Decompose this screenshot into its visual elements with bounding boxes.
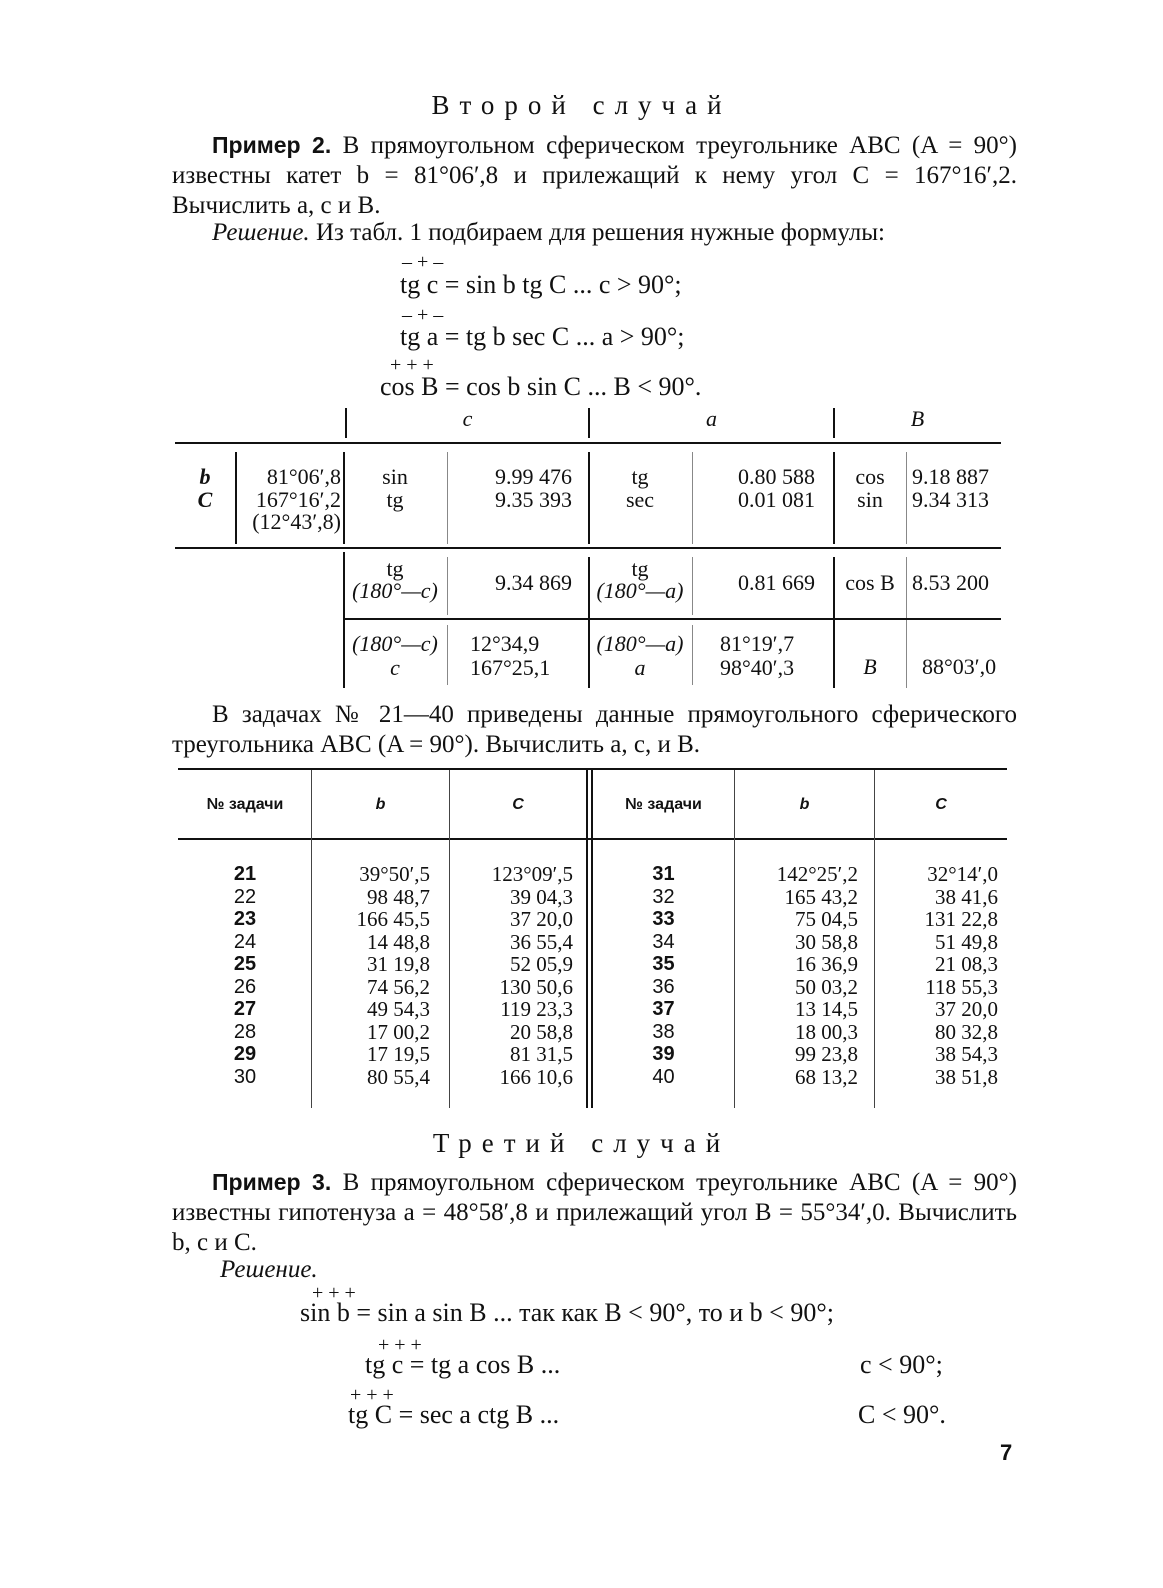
func-name: tg — [386, 556, 404, 581]
task-number: 30 — [233, 1065, 257, 1088]
header-task-number: № задачи — [206, 796, 284, 813]
task-b-value: 18 00,3 — [795, 1019, 858, 1044]
task-b-value: 98 48,7 — [367, 884, 430, 909]
task-number: 25 — [233, 953, 257, 975]
divider — [311, 770, 312, 1108]
task-b-value: 30 58,8 — [795, 929, 858, 954]
task-b-value: 49 54,3 — [367, 997, 430, 1021]
task-C-value: 118 55,3 — [925, 974, 998, 999]
log-value: 8.53 200 — [912, 570, 989, 595]
log-value: 0.81 669 — [738, 570, 815, 595]
task-C-value: 51 49,8 — [935, 929, 998, 954]
example-3-label: Пример 3. — [212, 1169, 332, 1195]
task-C-value: 32°14′,0 — [927, 862, 998, 886]
a-angles — [720, 632, 830, 680]
divider — [692, 625, 693, 685]
solution-2-paragraph — [172, 218, 1017, 248]
log-value: 9.35 393 — [495, 486, 572, 512]
task-b-value: 16 36,9 — [795, 952, 858, 976]
example-2-paragraph — [172, 130, 1017, 221]
c-values — [450, 466, 572, 511]
example-3-paragraph — [172, 1167, 1017, 1258]
task-C-right — [880, 863, 998, 1088]
task-b-value: 142°25′,2 — [776, 862, 858, 886]
divider — [175, 442, 1001, 444]
task-number: 39 — [652, 1043, 675, 1065]
example-2-label: Пример 2. — [212, 132, 332, 158]
example-2-text: В прямоугольном сферическом треугольнике ABC (A = 90°) известны катет b = 81°06′,8 и прилежащий к нему угол C = 167°16′,2. Вычислить a, c и B. — [172, 132, 1018, 219]
task-number: 24 — [233, 930, 257, 953]
header-task-number: № задачи — [625, 796, 702, 813]
arg-value: 167°16′,2 — [255, 486, 341, 512]
log-value: 0.01 081 — [738, 486, 815, 512]
a-func-reduced — [590, 558, 690, 602]
formula-line: tg a = tg b sec C ... a > 90°; — [400, 322, 685, 351]
angle-value: 167°25,1 — [470, 655, 551, 680]
func-arg: (180°—a) — [596, 578, 684, 603]
c-angles — [470, 632, 580, 680]
divider — [447, 557, 448, 615]
task-C-value: 81 31,5 — [510, 1042, 573, 1066]
task-number: 21 — [233, 863, 257, 885]
task-number: 22 — [233, 885, 257, 908]
task-number: 27 — [233, 998, 257, 1020]
arg-name-C: C — [197, 486, 213, 512]
c-angle-labels — [345, 632, 445, 680]
formula-signs: + + + — [378, 1334, 422, 1356]
task-b-value: 13 14,5 — [795, 997, 858, 1021]
divider — [906, 452, 907, 544]
page-number: 7 — [1000, 1440, 1013, 1465]
task-C-value: 20 58,8 — [510, 1019, 573, 1044]
angle-label: B — [863, 654, 877, 679]
task-number: 26 — [233, 975, 257, 998]
divider — [175, 547, 1001, 549]
task-b-value: 75 04,5 — [795, 907, 858, 931]
task-number: 38 — [652, 1020, 675, 1043]
tasks-intro — [172, 700, 1017, 760]
task-number: 36 — [652, 975, 675, 998]
task-b-value: 17 00,2 — [367, 1019, 430, 1044]
solution-3-paragraph — [172, 1255, 1017, 1285]
formula-line: tg C = sec a ctg B ... — [348, 1400, 560, 1429]
task-C-value: 38 51,8 — [935, 1064, 998, 1089]
c-funcs — [345, 466, 445, 511]
task-number: 32 — [652, 885, 675, 908]
arg-value: 81°06′,8 — [266, 464, 341, 489]
formula-line: tg c = sin b tg C ... c > 90°; — [400, 270, 682, 299]
task-number: 40 — [652, 1065, 675, 1088]
log-value: 9.18 887 — [912, 464, 989, 489]
divider — [874, 770, 875, 1108]
task-number: 34 — [652, 930, 675, 953]
task-numbers-right — [593, 863, 734, 1088]
task-number: 28 — [233, 1020, 257, 1043]
divider — [734, 770, 735, 1108]
formula-signs: + + + — [312, 1282, 356, 1304]
angle-label: (180°—a) — [596, 631, 684, 656]
a-funcs — [590, 466, 690, 511]
func-name: sin — [382, 464, 408, 489]
divider — [345, 618, 1001, 620]
angle-label: c — [390, 655, 400, 680]
task-b-value: 165 43,2 — [784, 884, 858, 909]
divider — [692, 452, 693, 544]
formula-signs: – + – — [402, 304, 444, 326]
section-heading-second-case: Второй случай — [431, 90, 732, 120]
header-b: b — [799, 796, 810, 813]
task-b-value: 31 19,8 — [367, 952, 430, 976]
formula-line: sin b = sin a sin B ... так как B < 90°, то и b < 90°; — [300, 1298, 834, 1327]
calc-header-B: B — [910, 406, 925, 431]
task-number: 29 — [233, 1043, 257, 1065]
func-name: tg — [631, 464, 649, 489]
formula-condition: c < 90°; — [860, 1350, 943, 1379]
a-values — [695, 466, 815, 511]
header-b: b — [375, 796, 386, 813]
log-value: 0.80 588 — [738, 464, 815, 489]
a-angle-labels — [590, 632, 690, 680]
angle-value: 81°19′,7 — [720, 631, 795, 656]
task-b-value: 99 23,8 — [795, 1042, 858, 1066]
task-b-right — [740, 863, 858, 1088]
func-arg: (180°—c) — [352, 578, 438, 603]
log-value: 9.34 869 — [495, 570, 572, 595]
formula-signs: – + – — [402, 251, 444, 273]
formula-line: cos B = cos b sin C ... B < 90°. — [380, 372, 702, 401]
example-3-text: В прямоугольном сферическом треугольнике ABC (A = 90°) известны гипотенуза a = 48°58′,8 и прилежащий угол B = 55°34′,0. Вычислить b, c и C. — [172, 1169, 1018, 1256]
task-C-value: 37 20,0 — [510, 907, 573, 931]
func-name: tg — [386, 486, 404, 512]
task-b-left — [320, 863, 430, 1088]
divider — [235, 452, 237, 544]
header-C: C — [935, 796, 947, 813]
func-name: sec — [625, 486, 655, 512]
task-C-value: 119 23,3 — [500, 997, 573, 1021]
task-C-value: 38 41,6 — [935, 884, 998, 909]
task-C-value: 166 10,6 — [499, 1064, 573, 1089]
formula-condition: C < 90°. — [858, 1400, 946, 1429]
task-b-value: 166 45,5 — [356, 907, 430, 931]
task-number: 23 — [233, 908, 257, 930]
arg-values — [238, 466, 341, 534]
task-number: 31 — [652, 863, 675, 885]
func-name: cos B — [845, 570, 895, 595]
task-C-value: 38 54,3 — [935, 1042, 998, 1066]
arg-names — [180, 466, 230, 511]
task-number: 33 — [652, 908, 675, 930]
angle-value: 98°40′,3 — [720, 655, 795, 680]
formula-line: tg c = tg a cos B ... — [365, 1350, 561, 1379]
B-funcs — [835, 466, 905, 511]
task-b-value: 80 55,4 — [367, 1064, 430, 1089]
arg-name-b: b — [199, 464, 211, 489]
tasks-intro-text: В задачах № 21—40 приведены данные прямоугольного сферического треугольника ABC (A = 90°). Вычислить a, c, и B. — [172, 701, 1017, 758]
log-value: 9.34 313 — [912, 486, 989, 512]
task-b-value: 74 56,2 — [367, 974, 430, 999]
func-name: sin — [857, 486, 883, 512]
task-C-value: 130 50,6 — [499, 974, 573, 999]
header-C: C — [512, 796, 524, 813]
task-C-value: 36 55,4 — [510, 929, 573, 954]
angle-value: 88°03′,0 — [922, 654, 997, 679]
task-b-value: 14 48,8 — [367, 929, 430, 954]
arg-value: (12°43′,8) — [252, 509, 341, 534]
task-C-value: 37 20,0 — [935, 997, 998, 1021]
func-name: cos — [855, 464, 885, 489]
divider — [447, 625, 448, 685]
calc-header-c: c — [462, 406, 473, 431]
task-b-value: 68 13,2 — [795, 1064, 858, 1089]
angle-label: (180°—c) — [352, 631, 438, 656]
task-number: 37 — [652, 998, 675, 1020]
task-b-value: 39°50′,5 — [359, 862, 430, 886]
task-C-left — [455, 863, 573, 1088]
log-value: 9.99 476 — [495, 464, 572, 489]
task-numbers-left — [180, 863, 310, 1088]
angle-value: 12°34,9 — [470, 631, 540, 656]
calc-header-a: a — [706, 406, 717, 431]
task-C-value: 39 04,3 — [510, 884, 573, 909]
formula-signs: + + + — [350, 1384, 394, 1406]
solution-2-label: Решение. — [212, 219, 310, 246]
divider — [692, 557, 693, 615]
solution-2-text: Из табл. 1 подбираем для решения нужные формулы: — [315, 219, 886, 246]
divider — [586, 770, 588, 1108]
task-C-value: 131 22,8 — [924, 907, 998, 931]
task-C-value: 52 05,9 — [510, 952, 573, 976]
divider — [447, 452, 448, 544]
task-number: 35 — [652, 953, 675, 975]
divider — [906, 557, 907, 688]
func-name: tg — [631, 556, 649, 581]
formula-signs: + + + — [390, 354, 434, 376]
task-b-value: 50 03,2 — [795, 974, 858, 999]
solution-3-label: Решение. — [220, 1256, 318, 1283]
B-values — [912, 466, 1002, 511]
section-heading-third-case: Третий случай — [432, 1128, 731, 1158]
task-C-value: 21 08,3 — [935, 952, 998, 976]
angle-label: a — [634, 655, 646, 680]
divider — [449, 770, 450, 1108]
task-b-value: 17 19,5 — [367, 1042, 430, 1066]
c-func-reduced — [345, 558, 445, 602]
task-C-value: 80 32,8 — [935, 1019, 998, 1044]
task-C-value: 123°09′,5 — [491, 862, 573, 886]
